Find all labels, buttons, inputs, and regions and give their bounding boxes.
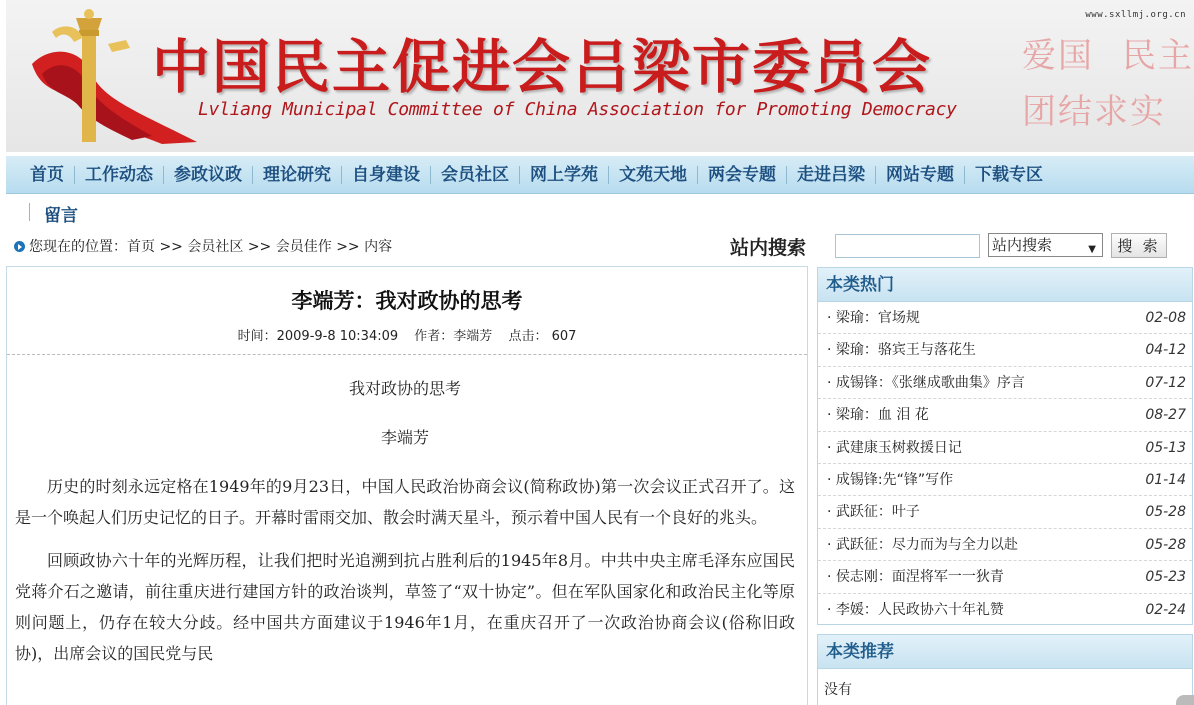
motto-word: 爱国 — [1022, 36, 1094, 76]
search-input[interactable] — [835, 234, 980, 258]
list-item-date: 01-14 — [1145, 471, 1186, 488]
article-author: 作者：李端芳 — [414, 329, 493, 344]
breadcrumb-separator: >> — [159, 239, 183, 255]
nav-item-politics[interactable]: 参政议政 — [164, 166, 253, 184]
nav-divider — [29, 203, 30, 221]
article-time: 时间：2009-9-8 10:34:09 — [237, 329, 399, 344]
list-item-title[interactable]: 梁瑜：血 泪 花 — [835, 407, 929, 424]
nav-item-online-academy[interactable]: 网上学苑 — [520, 166, 609, 184]
recommended-empty-text: 没有 — [824, 682, 852, 698]
list-item-title[interactable]: 武跃征：叶子 — [835, 504, 920, 521]
list-item[interactable]: · 李媛：人民政协六十年礼赞 02-24 — [818, 594, 1192, 626]
scrollbar-corner[interactable] — [1176, 695, 1194, 705]
list-item[interactable]: · 武建康玉树救援日记 05-13 — [818, 432, 1192, 464]
site-url: www.sxllmj.org.cn — [1085, 10, 1186, 20]
nav-item-home[interactable]: 首页 — [20, 166, 75, 184]
breadcrumb-member-community[interactable]: 会员社区 — [187, 239, 244, 255]
search-button[interactable]: 搜 索 — [1111, 233, 1167, 258]
search-label: 站内搜索 — [730, 237, 807, 259]
nav-item-member-community[interactable]: 会员社区 — [431, 166, 520, 184]
list-item[interactable]: · 梁瑜：血 泪 花 08-27 — [818, 399, 1192, 431]
recommended-heading: 本类推荐 — [818, 635, 1192, 669]
list-item-date: 05-28 — [1145, 504, 1186, 521]
breadcrumb-home[interactable]: 首页 — [127, 239, 155, 255]
list-item-date: 05-28 — [1145, 536, 1186, 553]
list-item[interactable]: · 成锡锋：《张继成歌曲集》序言 07-12 — [818, 367, 1192, 399]
search-scope-select[interactable] — [988, 233, 1103, 257]
dashed-divider — [7, 354, 807, 355]
list-item-date: 08-27 — [1145, 407, 1186, 424]
list-item[interactable]: · 武跃征：尽力而为与全力以赴 05-28 — [818, 529, 1192, 561]
article-byline: 李端芳 — [380, 428, 429, 447]
article-meta — [7, 325, 807, 344]
list-item-title[interactable]: 李媛：人民政协六十年礼赞 — [835, 601, 1004, 618]
nav-item-guestbook[interactable]: 留言 — [44, 206, 78, 226]
secondary-nav — [6, 194, 1194, 230]
list-item-title[interactable]: 侯志刚：面涅将军一一狄青 — [835, 569, 1004, 586]
article-title: 李端芳：我对政协的思考 — [291, 289, 523, 313]
main-nav — [6, 156, 1194, 194]
nav-item-work-news[interactable]: 工作动态 — [75, 166, 164, 184]
nav-item-self-building[interactable]: 自身建设 — [342, 166, 431, 184]
dropdown-arrow-icon: ▼ — [1088, 244, 1096, 255]
site-title-chinese: 中国民主促进会吕梁市委员会 — [152, 33, 933, 101]
breadcrumb-separator: >> — [247, 239, 272, 255]
motto-word: 团结 — [1022, 92, 1094, 132]
article-panel — [6, 266, 808, 705]
list-item-title[interactable]: 成锡锋:先“锋”写作 — [835, 471, 954, 488]
recommended-box — [817, 634, 1193, 705]
list-item-date: 04-12 — [1145, 342, 1186, 359]
list-item-date: 02-24 — [1145, 601, 1186, 618]
list-item-title[interactable]: 梁瑜：官场规 — [835, 310, 920, 326]
motto — [1022, 28, 1194, 140]
list-item[interactable]: · 成锡锋:先“锋”写作 01-14 — [818, 464, 1192, 496]
list-item[interactable]: · 梁瑜：官场规 02-08 — [818, 302, 1192, 334]
list-item-date: 05-13 — [1145, 439, 1186, 456]
article-subtitle: 我对政协的思考 — [348, 379, 461, 398]
list-item-date: 02-08 — [1145, 310, 1186, 326]
list-item-title[interactable]: 成锡锋：《张继成歌曲集》序言 — [835, 374, 1025, 391]
list-item[interactable]: · 武跃征：叶子 05-28 — [818, 496, 1192, 528]
article-paragraph: 历史的时刻永远定格在1949年的9月23日，中国人民政治协商会议(简称政协)第一次会议正式召开了。这是一个唤起人们历史记忆的日子。开幕时雷雨交加、散会时满天星斗，预示着中国人民有一个良好的兆头。 — [15, 477, 795, 527]
site-title-english: Lvliang Municipal Committee of China Association for Promoting Democracy — [198, 99, 957, 120]
list-item-title[interactable]: 武跃征：尽力而为与全力以赴 — [835, 536, 1018, 553]
breadcrumb-member-works[interactable]: 会员佳作 — [275, 239, 332, 255]
list-item-title[interactable]: 武建康玉树救援日记 — [835, 439, 962, 456]
nav-item-literature[interactable]: 文苑天地 — [609, 166, 698, 184]
breadcrumb-separator: >> — [336, 239, 360, 255]
list-item-date: 05-23 — [1145, 569, 1186, 586]
site-banner — [6, 0, 1194, 152]
search-scope-value: 站内搜索 — [992, 236, 1053, 254]
article-body — [15, 373, 795, 681]
article-clicks: 点击： 607 — [508, 329, 577, 344]
list-item[interactable]: · 侯志刚：面涅将军一一狄青 05-23 — [818, 561, 1192, 593]
breadcrumb-prefix: 您现在的位置： — [29, 239, 127, 255]
nav-item-theory[interactable]: 理论研究 — [253, 166, 342, 184]
nav-item-downloads[interactable]: 下载专区 — [975, 165, 1043, 185]
article-paragraph: 回顾政协六十年的光辉历程，让我们把时光追溯到抗占胜利后的1945年8月。中共中央主席毛泽东应国民党蒋介石之邀请，前往重庆进行建国方针的政治谈判，草签了“双十协定”。但在军队国家化和政治民主化等原则问题上，仍存在较大分歧。经中国共方面建议于1946年1月，在重庆召开了一次政治协商会议(俗称旧政协)，出席会议的国民党与民 — [15, 551, 795, 663]
hot-articles-box — [817, 267, 1193, 625]
breadcrumb — [14, 236, 392, 256]
list-item[interactable]: · 梁瑜：骆宾王与落花生 04-12 — [818, 334, 1192, 366]
hot-articles-heading: 本类热门 — [818, 268, 1192, 302]
nav-item-special-topics[interactable]: 网站专题 — [876, 166, 965, 184]
arrow-bullet-icon — [14, 241, 25, 252]
list-item-title[interactable]: 梁瑜：骆宾王与落花生 — [835, 342, 976, 359]
list-item-date: 07-12 — [1145, 374, 1186, 391]
nav-item-lvliang[interactable]: 走进吕梁 — [787, 166, 876, 184]
breadcrumb-current: 内容 — [364, 239, 393, 255]
motto-word: 民主 — [1122, 36, 1194, 76]
nav-item-two-sessions[interactable]: 两会专题 — [698, 166, 787, 184]
motto-word: 求实 — [1094, 92, 1166, 132]
